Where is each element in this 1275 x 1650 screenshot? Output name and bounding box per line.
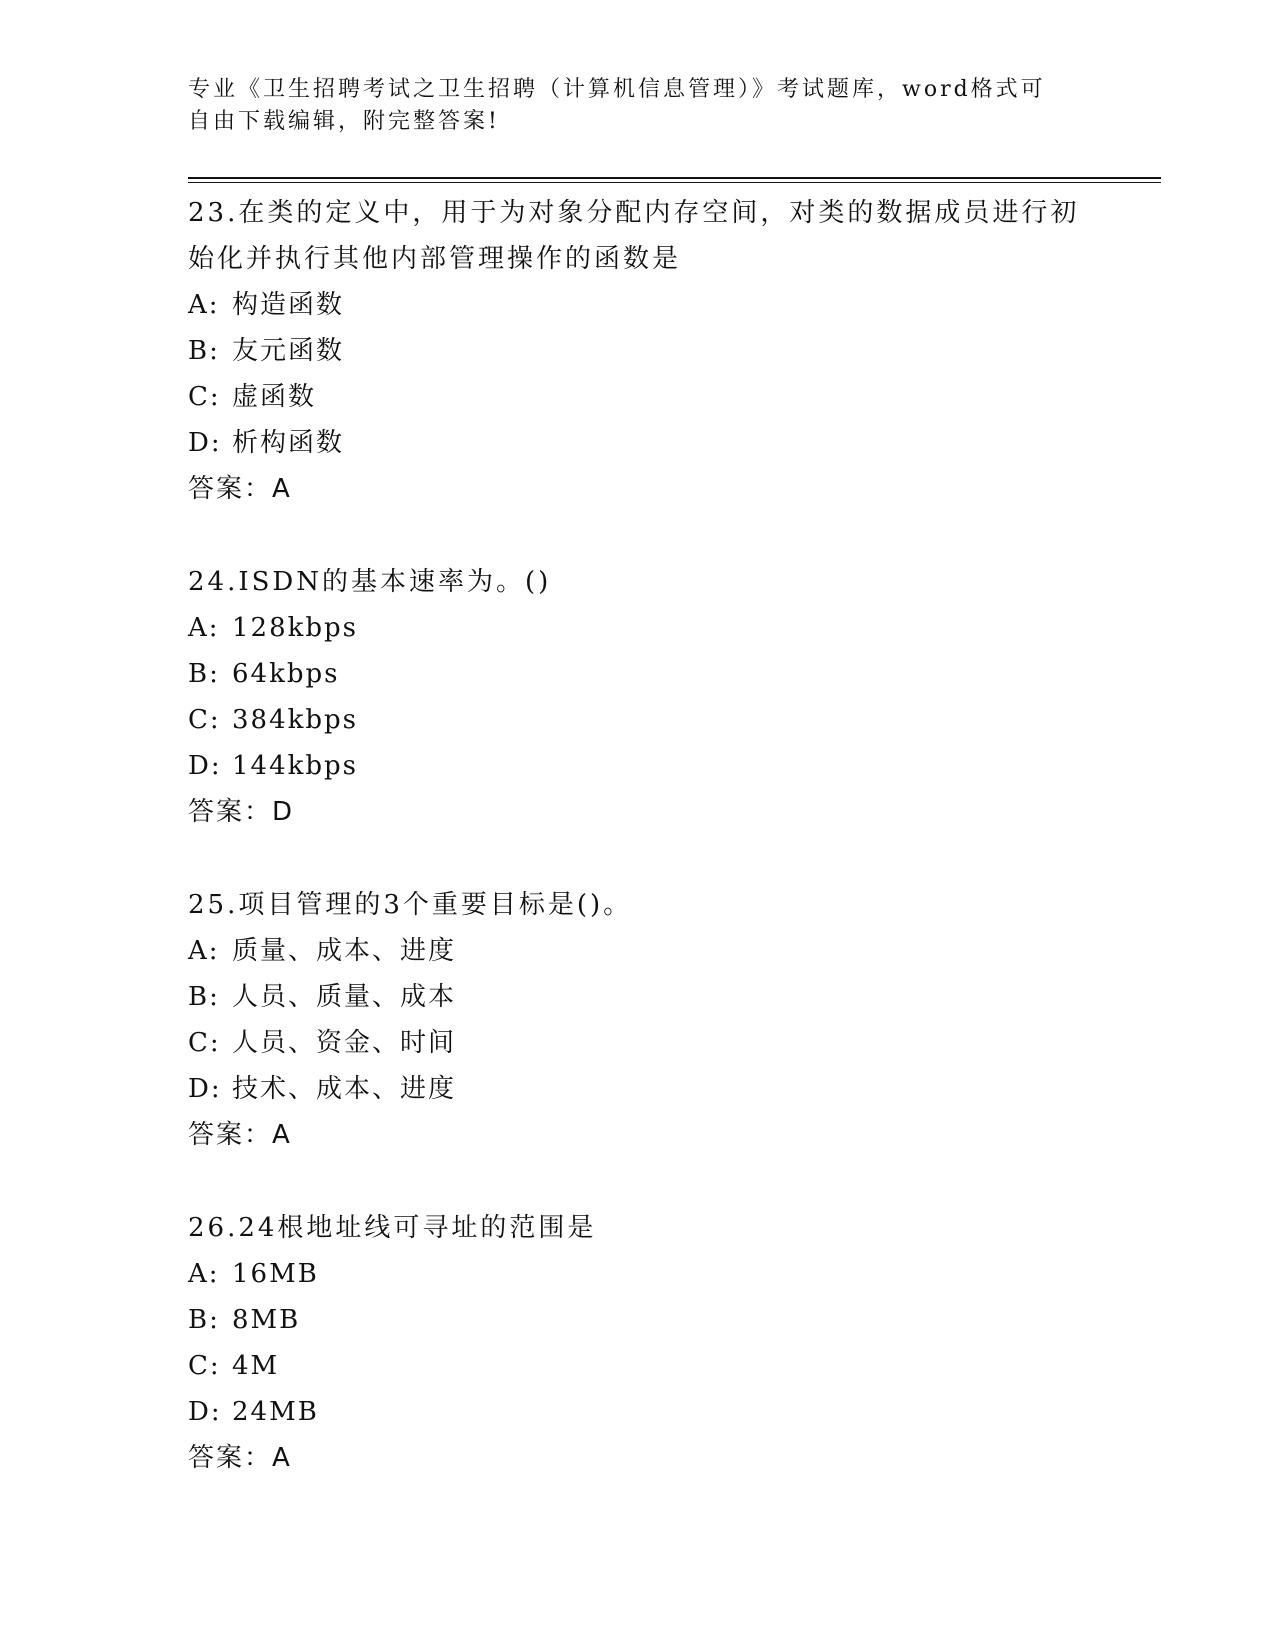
question-25 <box>188 882 1088 1158</box>
answer-line: 答案：D <box>188 797 295 827</box>
option-text: 析构函数 <box>232 428 345 458</box>
option-d <box>188 1389 1088 1435</box>
option-text: 8MB <box>232 1305 301 1335</box>
option-a <box>188 282 1088 328</box>
option-letter: D: <box>188 1074 222 1104</box>
option-letter: B: <box>188 659 220 689</box>
option-text: 64kbps <box>232 659 340 689</box>
option-b <box>188 974 1088 1020</box>
option-d <box>188 1066 1088 1112</box>
option-text: 4M <box>232 1351 280 1381</box>
option-letter: D: <box>188 751 222 781</box>
header-divider-thick <box>188 177 1161 179</box>
option-b <box>188 328 1088 374</box>
option-letter: B: <box>188 336 220 366</box>
option-letter: B: <box>188 982 220 1012</box>
option-a <box>188 1251 1088 1297</box>
question-stem: 25.项目管理的3个重要目标是()。 <box>188 890 633 920</box>
question-list <box>188 190 1088 1528</box>
option-letter: D: <box>188 1397 222 1427</box>
option-text: 虚函数 <box>232 382 317 412</box>
header-divider-thin <box>188 182 1161 183</box>
option-text: 人员、资金、时间 <box>232 1028 457 1058</box>
option-letter: A: <box>188 613 220 643</box>
answer-line: 答案：A <box>188 1443 292 1473</box>
option-letter: C: <box>188 1028 221 1058</box>
option-a <box>188 928 1088 974</box>
option-c <box>188 697 1088 743</box>
option-d <box>188 420 1088 466</box>
option-c <box>188 1343 1088 1389</box>
option-text: 质量、成本、进度 <box>232 936 457 966</box>
option-letter: A: <box>188 1259 220 1289</box>
option-a <box>188 605 1088 651</box>
option-c <box>188 1020 1088 1066</box>
option-text: 技术、成本、进度 <box>232 1074 457 1104</box>
option-d <box>188 743 1088 789</box>
option-text: 128kbps <box>232 613 359 643</box>
option-letter: C: <box>188 382 221 412</box>
question-stem: 24.ISDN的基本速率为。() <box>188 567 552 597</box>
question-23 <box>188 190 1088 512</box>
option-c <box>188 374 1088 420</box>
option-letter: C: <box>188 705 221 735</box>
answer-line: 答案：A <box>188 474 292 504</box>
option-text: 友元函数 <box>232 336 345 366</box>
option-letter: B: <box>188 1305 220 1335</box>
question-stem: 23.在类的定义中，用于为对象分配内存空间，对类的数据成员进行初始化并执行其他内部管理操作的函数是 <box>188 198 1080 274</box>
answer-line: 答案：A <box>188 1120 292 1150</box>
option-text: 384kbps <box>232 705 359 735</box>
option-text: 144kbps <box>232 751 359 781</box>
question-stem: 26.24根地址线可寻址的范围是 <box>188 1213 597 1243</box>
option-letter: D: <box>188 428 222 458</box>
question-24 <box>188 559 1088 835</box>
question-26 <box>188 1205 1088 1481</box>
option-text: 人员、质量、成本 <box>232 982 457 1012</box>
option-text: 构造函数 <box>232 290 345 320</box>
option-letter: C: <box>188 1351 221 1381</box>
document-header: 专业《卫生招聘考试之卫生招聘（计算机信息管理）》考试题库，word格式可自由下载编辑，附完整答案! <box>188 77 1046 134</box>
option-letter: A: <box>188 290 220 320</box>
option-b <box>188 651 1088 697</box>
option-b <box>188 1297 1088 1343</box>
option-text: 24MB <box>232 1397 319 1427</box>
option-text: 16MB <box>232 1259 319 1289</box>
option-letter: A: <box>188 936 220 966</box>
